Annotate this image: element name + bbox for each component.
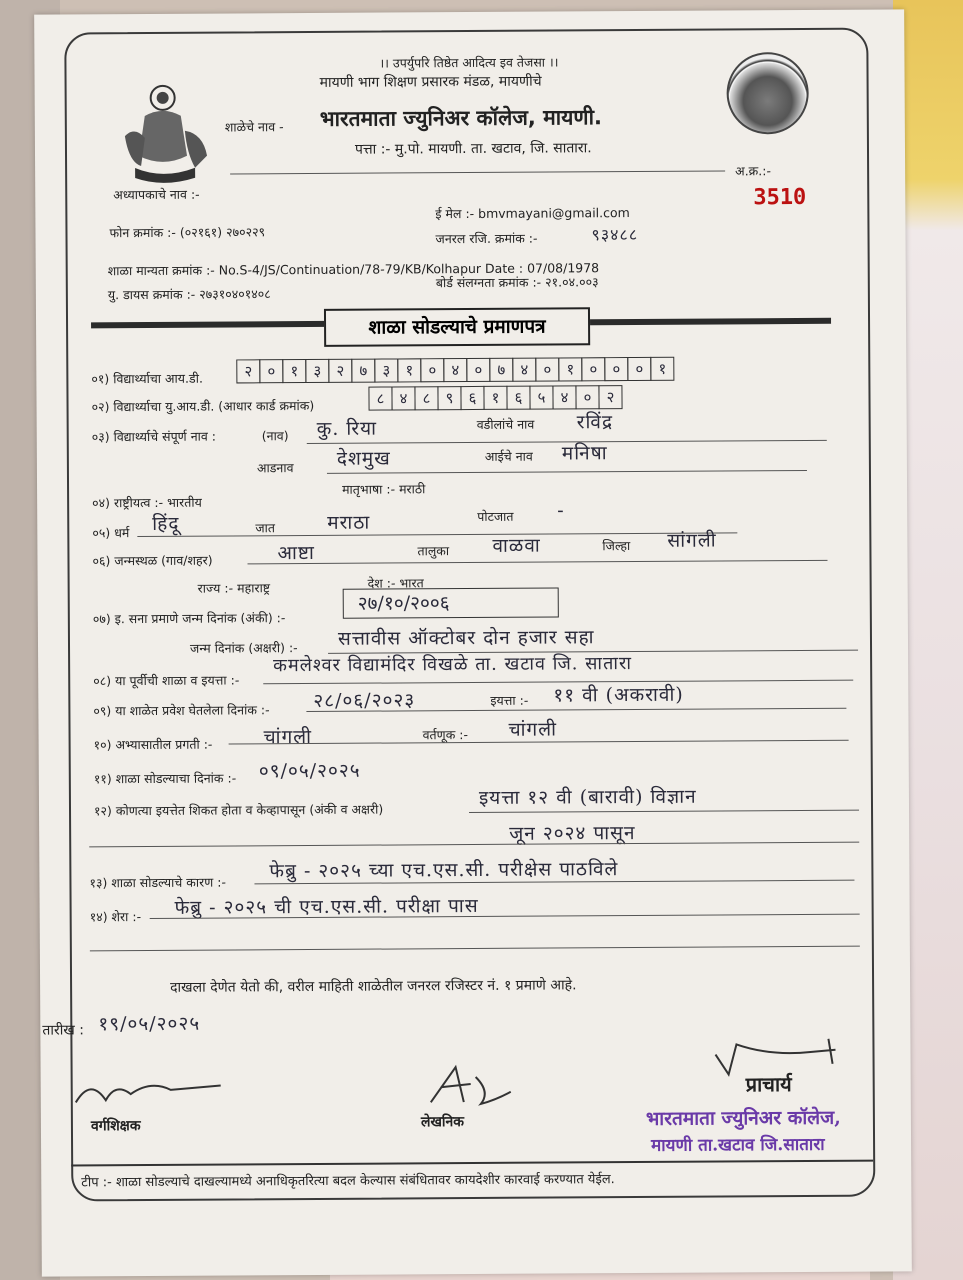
issue-date: १९/०५/२०२५	[98, 1012, 201, 1036]
admission-label: ०९) या शाळेत प्रवेश घेतलेला दिनांक :-	[93, 702, 270, 719]
aadhaar-digit: २	[598, 385, 622, 409]
principal-label: प्राचार्य	[745, 1072, 792, 1097]
student-name: कु. रिया	[316, 417, 378, 440]
student-id-digit: ०	[259, 359, 283, 383]
dob-label: ०७) इ. सना प्रमाणे जन्म दिनांक (अंकी) :-	[92, 610, 286, 627]
surname-label: आडनाव	[256, 460, 294, 476]
aadhaar-boxes	[368, 385, 621, 411]
student-id-digit: ०	[466, 358, 490, 382]
birthplace-label: ०६) जन्मस्थळ (गाव/शहर)	[92, 552, 213, 569]
leaving-certificate	[34, 9, 912, 1276]
class-line-2: जून २०२४ पासून	[509, 822, 636, 845]
student-id-boxes	[236, 357, 673, 384]
register-number: ९३४८८	[591, 224, 639, 245]
school-address: पत्ता :- मु.पो. मायणी. ता. खटाव, जि. सातारा.	[354, 140, 592, 158]
field-03-label: ०३) विद्यार्थ्याचे संपूर्ण नाव :	[91, 428, 217, 445]
aadhaar-digit: ८	[368, 386, 392, 410]
student-id-digit: १	[650, 357, 674, 381]
aadhaar-digit: ६	[506, 386, 530, 410]
dob-digits: २७/१०/२००६	[343, 587, 559, 618]
student-id-digit: २	[328, 359, 352, 383]
remark-label: १४) शेरा :-	[89, 909, 142, 925]
phone: फोन क्रमांक :- (०२१६१) २७०२२९	[109, 224, 266, 241]
student-id-digit: ०	[627, 357, 651, 381]
dob-words: सत्तावीस ऑक्टोबर दोन हजार सहा	[337, 626, 595, 650]
serial-number: 3510	[753, 184, 807, 211]
aadhaar-digit: ९	[437, 386, 461, 410]
serial-label: अ.क्र.:-	[735, 163, 771, 179]
email: ई मेल :- bmvmayani@gmail.com	[435, 205, 630, 222]
certificate-title: शाळा सोडल्याचे प्रमाणपत्र	[324, 307, 590, 347]
student-id-digit: १	[282, 359, 306, 383]
previous-school: कमलेश्वर विद्यामंदिर विखळे ता. खटाव जि. सातारा	[273, 653, 633, 677]
teacher-label: अध्यापकाचे नाव :-	[113, 186, 200, 203]
progress-label: १०) अभ्यासातील प्रगती :-	[93, 736, 213, 753]
footer-note: टीप :- शाळा सोडल्याचे दाखल्यामध्ये अनाधिकृतरित्या बदल केल्यास संबंधितावर कायदेशीर कारवाई करण्यात येईल.	[81, 1172, 615, 1191]
udise: यु. डायस क्रमांक :- २७३१०४०१४०८	[107, 286, 271, 303]
declaration: दाखला देणेत येतो की, वरील माहिती शाळेतील जनरल रजिस्टर नं. १ प्रमाणे आहे.	[170, 977, 577, 996]
caste-label: जात	[255, 520, 275, 536]
surname: देशमुख	[336, 447, 391, 470]
student-id-digit: ३	[305, 359, 329, 383]
class-line-1: इयत्ता १२ वी (बारावी) विज्ञान	[478, 785, 697, 809]
student-id-digit: ३	[374, 358, 398, 382]
subcaste: -	[557, 499, 565, 522]
remark: फेब्रु - २०२५ ची एच.एस.सी. परीक्षा पास	[174, 894, 479, 919]
admission-date: २८/०६/२०२३	[313, 689, 416, 712]
motto: ।। उपर्युपरि तिष्ठेत आदित्य इव तेजसा ।।	[379, 54, 559, 71]
name-label: (नाव)	[261, 428, 289, 444]
school-name-label: शाळेचे नाव -	[224, 119, 284, 135]
student-id-digit: ७	[489, 358, 513, 382]
student-id-digit: ०	[420, 358, 444, 382]
saraswati-emblem-icon	[115, 76, 216, 187]
taluka-label: तालुका	[417, 543, 450, 559]
aadhaar-digit: ५	[529, 386, 553, 410]
dob-words-label: जन्म दिनांक (अक्षरी) :-	[189, 640, 298, 656]
college-seal-icon	[726, 52, 808, 134]
stamp-line-2: मायणी ता.खटाव जि.सातारा	[651, 1134, 825, 1156]
class-teacher-signature-icon	[71, 1071, 231, 1112]
student-id-digit: ७	[351, 359, 375, 383]
leaving-reason: फेब्रु - २०२५ च्या एच.एस.सी. परीक्षेस पाठविले	[269, 858, 619, 883]
progress: चांगली	[263, 725, 313, 749]
aadhaar-digit: ४	[552, 385, 576, 409]
date-label: तारीख :	[42, 1022, 84, 1039]
clerk-signature-icon	[426, 1062, 516, 1113]
student-id-digit: २	[236, 359, 260, 383]
conduct-label: वर्तणूक :-	[422, 727, 469, 743]
student-id-digit: ०	[535, 357, 559, 381]
aadhaar-digit: १	[483, 386, 507, 410]
stamp-line-1: भारतमाता ज्युनिअर कॉलेज,	[645, 1106, 841, 1130]
district-label: जिल्हा	[602, 538, 631, 554]
mother-tongue: मातृभाषा :- मराठी	[342, 481, 426, 497]
school-name: भारतमाता ज्युनिअर कॉलेज, मायणी.	[319, 105, 603, 131]
mother-name: मनिषा	[561, 442, 608, 465]
student-id-digit: ०	[581, 357, 605, 381]
district: सांगली	[667, 529, 717, 552]
aadhaar-digit: ६	[460, 386, 484, 410]
birthplace: आष्टा	[277, 541, 315, 565]
field-01-label: ०१) विद्यार्थ्याचा आय.डी.	[91, 370, 203, 387]
aadhaar-digit: ४	[391, 386, 415, 410]
student-id-digit: ४	[443, 358, 467, 382]
subcaste-label: पोटजात	[477, 508, 514, 524]
standard: ११ वी (अकरावी)	[553, 683, 684, 707]
recognition: शाळा मान्यता क्रमांक :- No.S-4/JS/Continuation/78-79/KB/Kolhapur Date : 07/08/1978	[107, 260, 600, 279]
religion-label: ०५) धर्म	[92, 525, 130, 541]
society-name: मायणी भाग शिक्षण प्रसारक मंडळ, मायणीचे	[319, 73, 542, 91]
aadhaar-digit: ०	[575, 385, 599, 409]
conduct: चांगली	[508, 718, 558, 741]
board-affiliation: बोर्ड संलग्नता क्रमांक :- २१.०४.००३	[435, 274, 599, 291]
student-id-digit: १	[558, 357, 582, 381]
prev-school-label: ०८) या पूर्वीची शाळा व इयत्ता :-	[93, 672, 240, 689]
caste: मराठा	[327, 511, 371, 534]
nationality: ०४) राष्ट्रीयत्व :- भारतीय	[92, 494, 202, 511]
state: राज्य :- महाराष्ट्र	[197, 580, 271, 596]
aadhaar-digit: ८	[414, 386, 438, 410]
std-label: इयत्ता :-	[490, 692, 529, 708]
leaving-date: ०९/०५/२०२५	[258, 759, 361, 783]
taluka: वाळवा	[492, 534, 541, 557]
clerk-label: लेखनिक	[420, 1114, 465, 1131]
class-label: १२) कोणत्या इयत्तेत शिकत होता व केव्हापासून (अंकी व अक्षरी)	[93, 801, 384, 819]
father-label: वडीलांचे नाव	[476, 416, 535, 432]
reason-label: १३) शाळा सोडल्याचे कारण :-	[89, 874, 226, 891]
religion: हिंदू	[152, 512, 180, 535]
leaving-date-label: ११) शाळा सोडल्याचा दिनांक :-	[93, 770, 237, 787]
country: देश :- भारत	[367, 575, 424, 591]
student-id-digit: १	[397, 358, 421, 382]
student-id-digit: ४	[512, 358, 536, 382]
father-name: रविंद्र	[576, 411, 614, 434]
field-02-label: ०२) विद्यार्थ्याचा यु.आय.डी. (आधार कार्ड क्रमांक)	[91, 397, 315, 415]
student-id-digit: ०	[604, 357, 628, 381]
mother-label: आईचे नाव	[484, 448, 533, 464]
class-teacher-label: वर्गशिक्षक	[90, 1118, 141, 1135]
register-label: जनरल रजि. क्रमांक :-	[435, 230, 538, 247]
